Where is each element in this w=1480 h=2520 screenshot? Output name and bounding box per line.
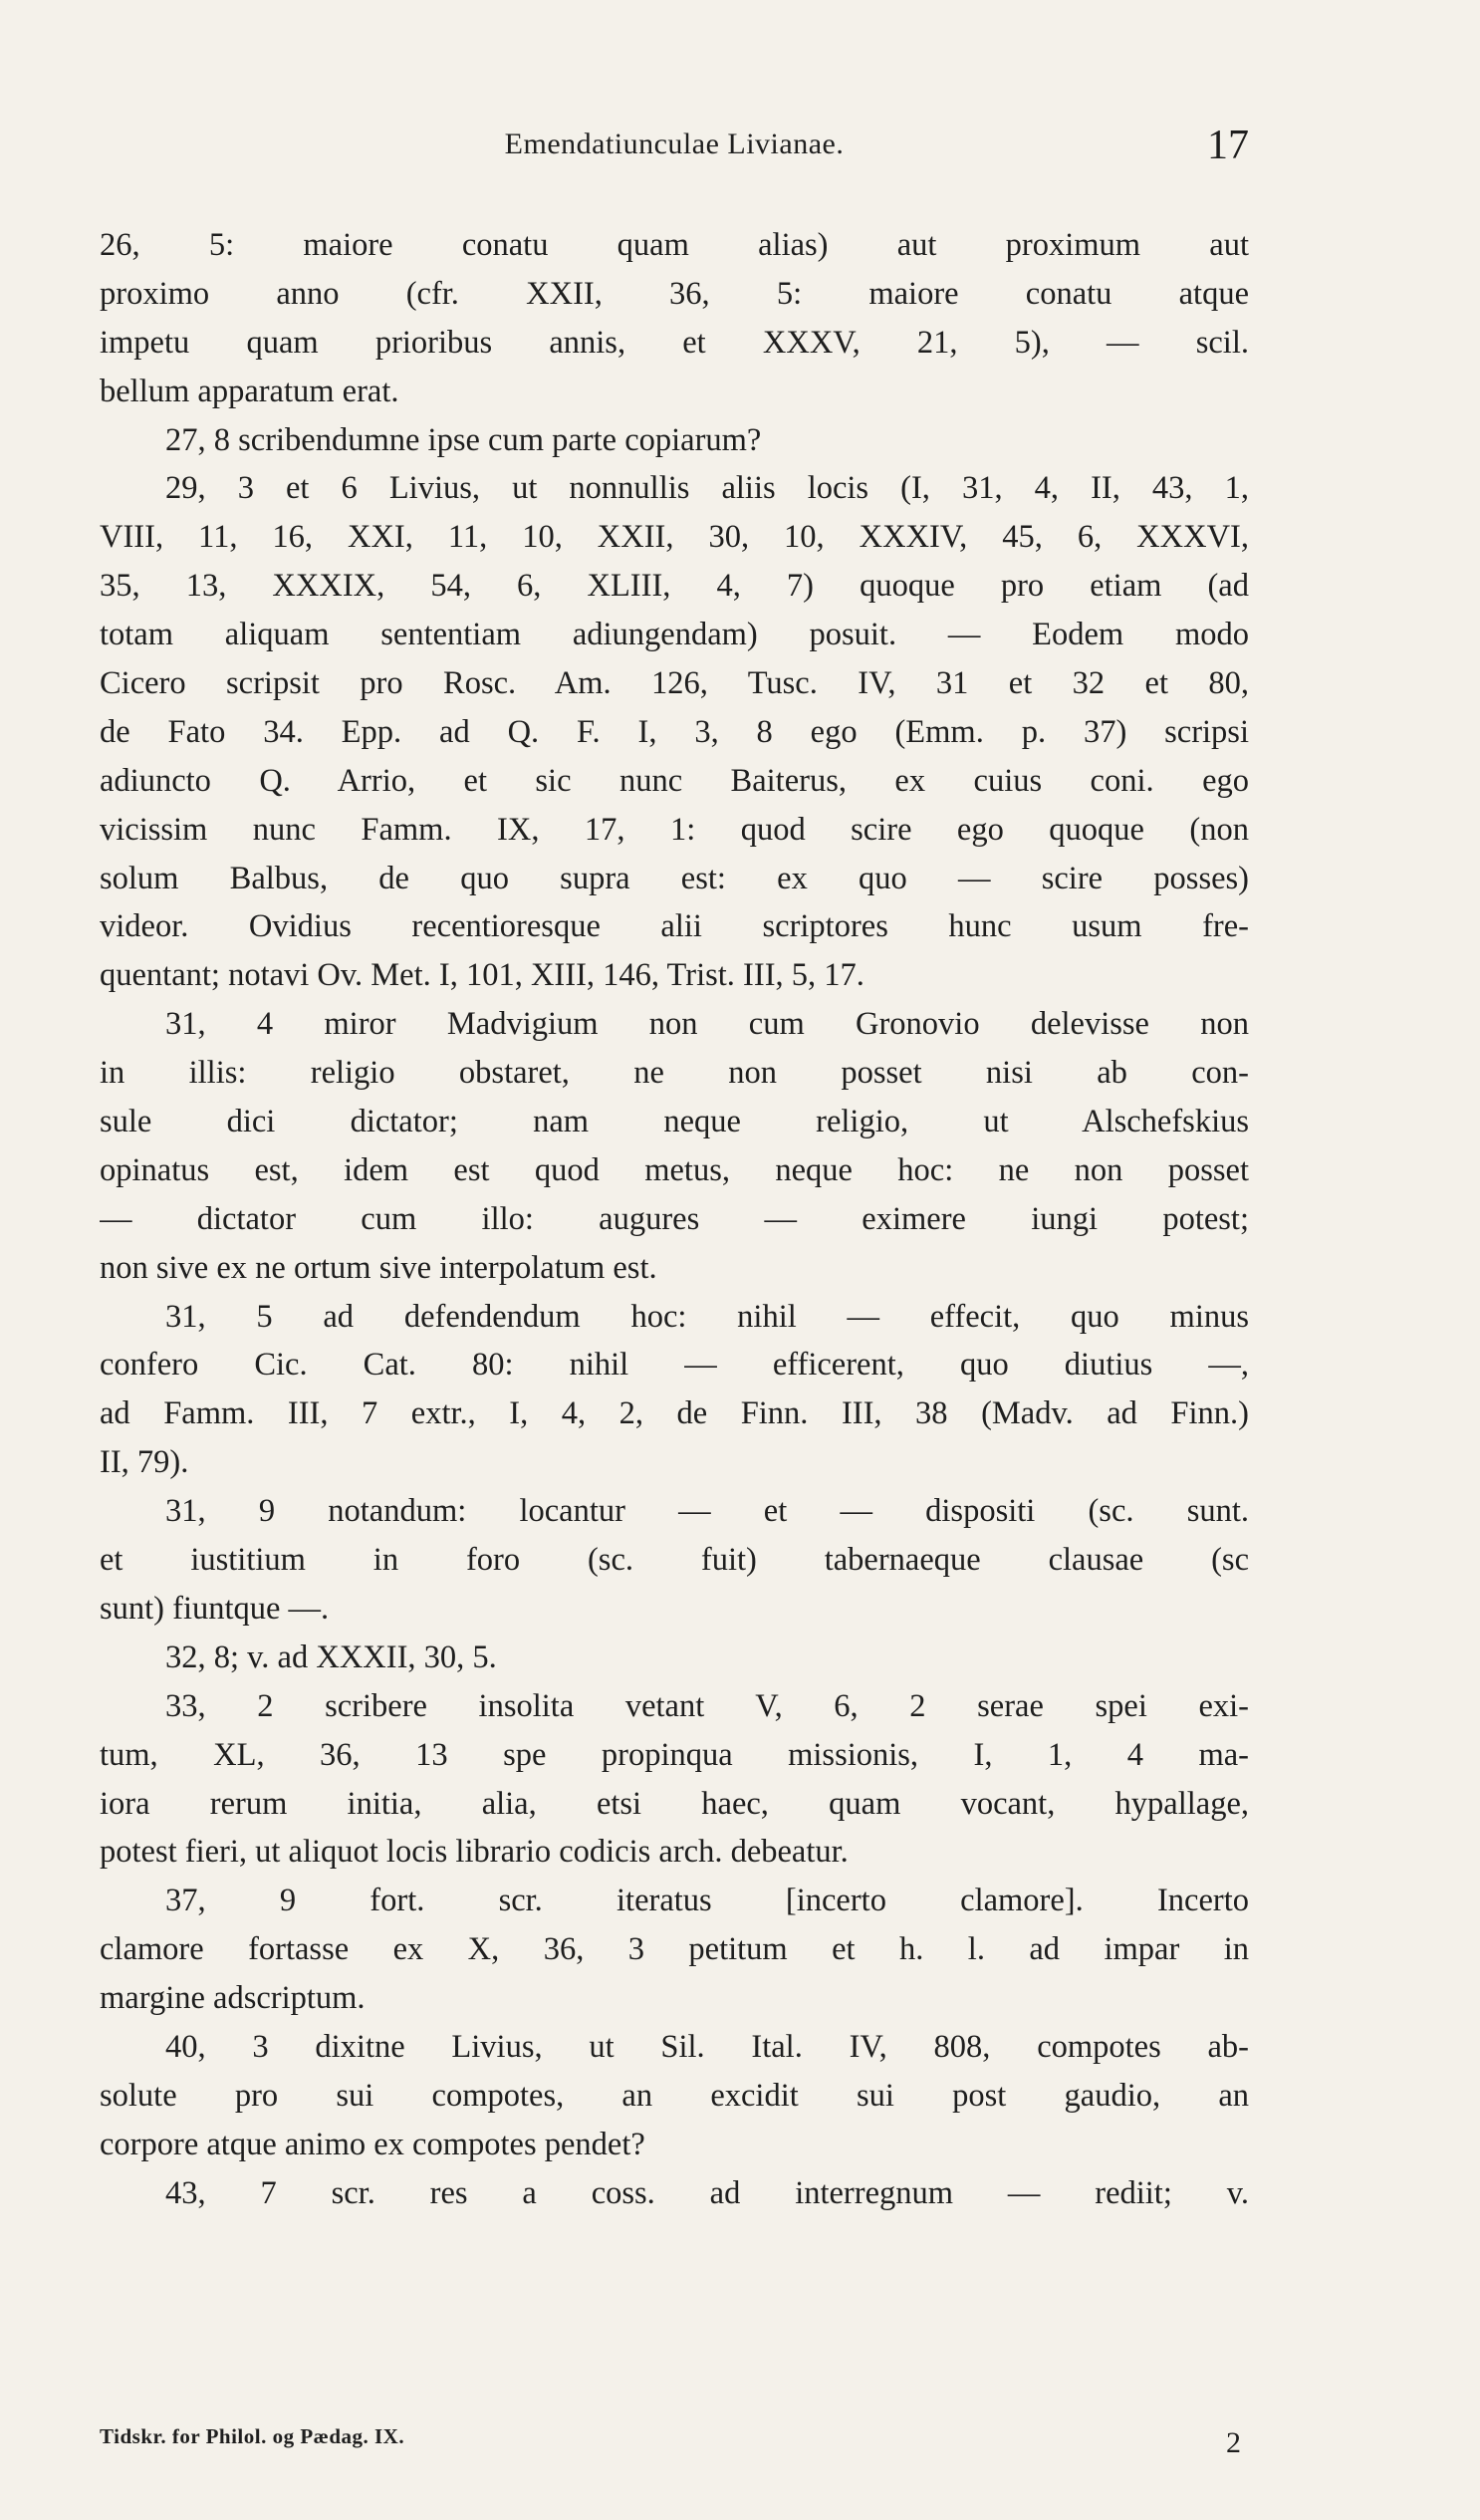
text-line: clamore fortasse ex X, 36, 3 petitum et h. l. ad impar in [100,1931,1249,1968]
text-line: sule dici dictator; nam neque religio, ut Alschefskius [100,1104,1249,1140]
text-line: proximo anno (cfr. XXII, 36, 5: maiore conatu atque [100,275,1249,312]
text-line: confero Cic. Cat. 80: nihil — efficerent, quo diutius —, [100,1347,1249,1384]
text-line: 40, 3 dixitne Livius, ut Sil. Ital. IV, 808, compotes ab- [165,2028,1249,2065]
text-line: et iustitium in foro (sc. fuit) tabernaeque clausae (sc [100,1542,1249,1579]
text-line: 35, 13, XXXIX, 54, 6, XLIII, 4, 7) quoque pro etiam (ad [100,568,1249,605]
text-line: ad Famm. III, 7 extr., I, 4, 2, de Finn. III, 38 (Madv. ad Finn.) [100,1395,1249,1432]
text-line: bellum apparatum erat. [100,373,399,409]
text-line: impetu quam prioribus annis, et XXXV, 21, 5), — scil. [100,324,1249,361]
page-header [100,122,1249,181]
text-line: 27, 8 scribendumne ipse cum parte copiarum? [165,421,762,458]
text-line: 33, 2 scribere insolita vetant V, 6, 2 serae spei exi- [165,1687,1249,1724]
text-line: solum Balbus, de quo supra est: ex quo — scire posses) [100,860,1249,896]
body-text [100,221,1249,2218]
text-line: de Fato 34. Epp. ad Q. F. I, 3, 8 ego (Emm. p. 37) scripsi [100,713,1249,750]
text-line: VIII, 11, 16, XXI, 11, 10, XXII, 30, 10, XXXIV, 45, 6, XXXVI, [100,519,1249,556]
text-line: 31, 9 notandum: locantur — et — dispositi (sc. sunt. [165,1493,1249,1530]
text-line: iora rerum initia, alia, etsi haec, quam vocant, hypallage, [100,1785,1249,1822]
text-line: in illis: religio obstaret, ne non posset nisi ab con- [100,1055,1249,1092]
text-line: potest fieri, ut aliquot locis librario codicis arch. debeatur. [100,1834,849,1871]
journal-footer: Tidskr. for Philol. og Pædag. IX. [100,2424,405,2448]
text-line: totam aliquam sententiam adiungendam) posuit. — Eodem modo [100,617,1249,653]
text-line: corpore atque animo ex compotes pendet? [100,2126,645,2162]
text-line: 43, 7 scr. res a coss. ad interregnum — rediit; v. [165,2174,1249,2211]
text-line: solute pro sui compotes, an excidit sui post gaudio, an [100,2077,1249,2114]
text-line: videor. Ovidius recentioresque alii scriptores hunc usum fre- [100,908,1249,945]
running-title: Emendatiunculae Livianae. [504,127,845,160]
signature-mark: 2 [1226,2426,1241,2459]
text-line: margine adscriptum. [100,1980,366,2017]
page-number: 17 [1207,123,1249,168]
text-line: 31, 5 ad defendendum hoc: nihil — effecit, quo minus [165,1298,1249,1335]
text-line: 31, 4 miror Madvigium non cum Gronovio delevisse non [165,1006,1249,1043]
text-line: 26, 5: maiore conatu quam alias) aut proximum aut [100,227,1249,263]
text-line: adiuncto Q. Arrio, et sic nunc Baiterus, ex cuius coni. ego [100,762,1249,799]
text-line: 32, 8; v. ad XXXII, 30, 5. [165,1638,497,1675]
text-line: II, 79). [100,1444,189,1481]
page-footer [100,2424,1249,2464]
text-line: — dictator cum illo: augures — eximere iungi potest; [100,1200,1249,1237]
text-line: 37, 9 fort. scr. iteratus [incerto clamore]. Incerto [165,1883,1249,1919]
text-line: Cicero scripsit pro Rosc. Am. 126, Tusc. IV, 31 et 32 et 80, [100,665,1249,702]
text-line: non sive ex ne ortum sive interpolatum est. [100,1249,657,1286]
text-line: sunt) fiuntque —. [100,1590,330,1627]
text-line: vicissim nunc Famm. IX, 17, 1: quod scire ego quoque (non [100,811,1249,848]
text-line: 29, 3 et 6 Livius, ut nonnullis aliis locis (I, 31, 4, II, 43, 1, [165,470,1249,507]
text-line: tum, XL, 36, 13 spe propinqua missionis, I, 1, 4 ma- [100,1736,1249,1773]
text-line: quentant; notavi Ov. Met. I, 101, XIII, 146, Trist. III, 5, 17. [100,957,864,994]
text-line: opinatus est, idem est quod metus, neque hoc: ne non posset [100,1151,1249,1188]
